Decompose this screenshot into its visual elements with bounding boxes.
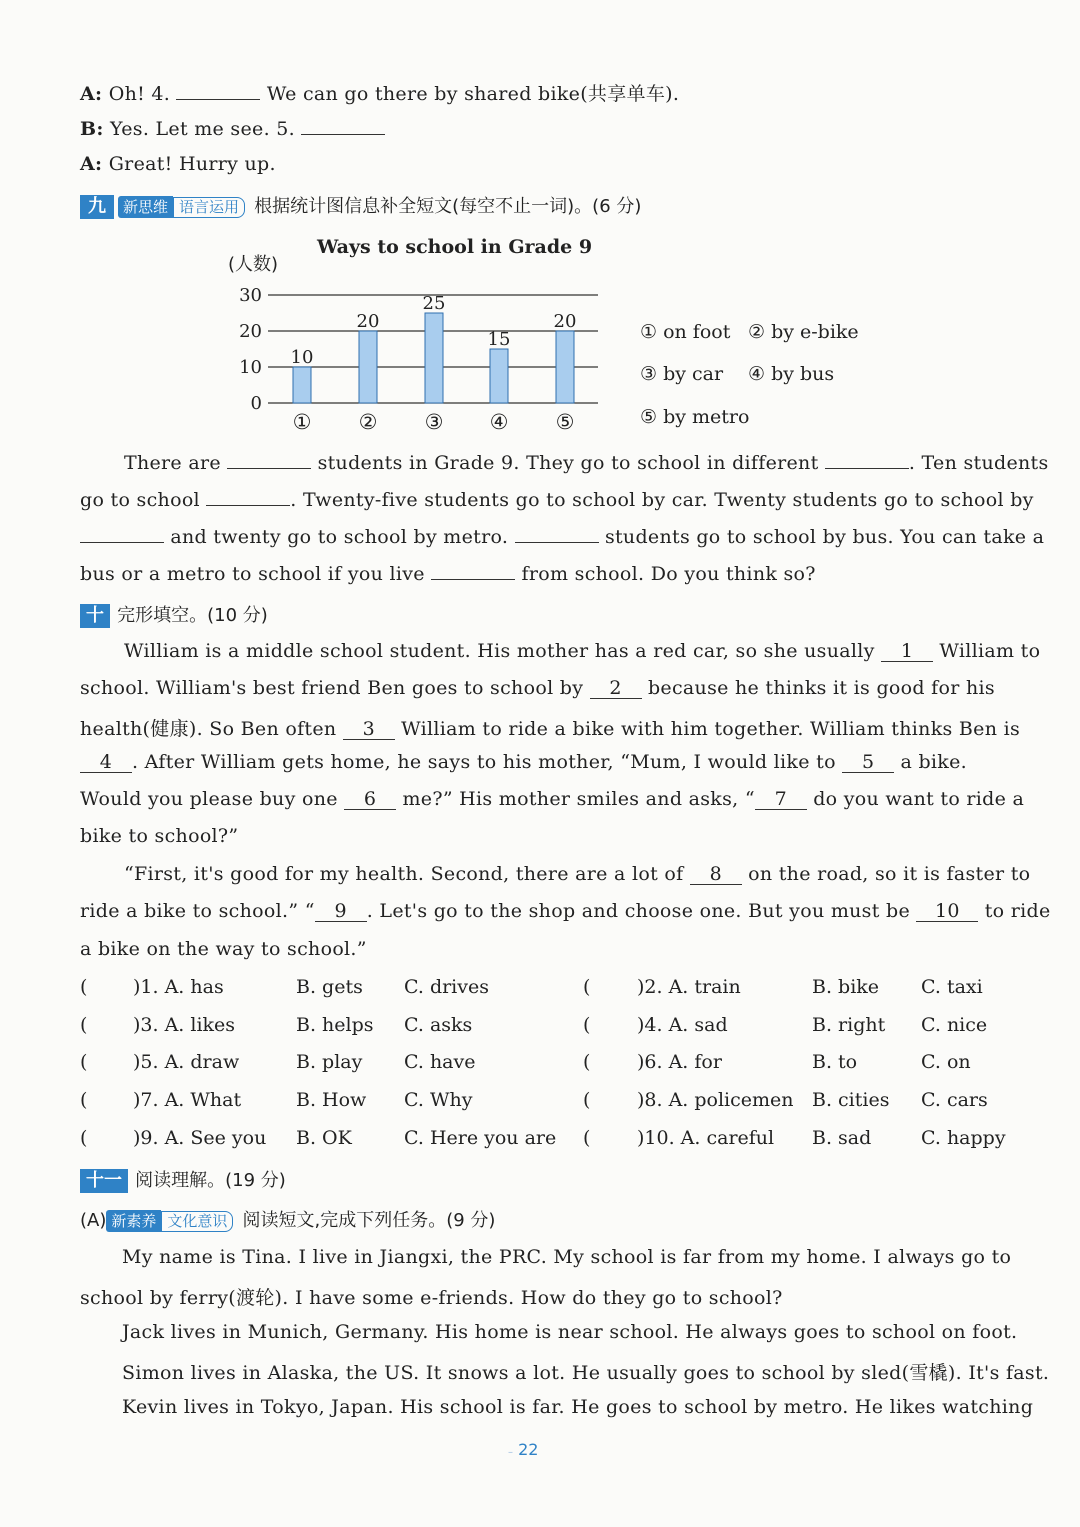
cloze-text: a bike. <box>900 751 968 773</box>
section-title: 阅读理解。(19 分) <box>135 1170 286 1191</box>
answer-paren-2[interactable]: ( <box>583 976 591 998</box>
answer-paren-4[interactable]: ( <box>583 1014 591 1036</box>
cloze-line-7 <box>124 863 1030 885</box>
passage-text: go to school <box>80 489 200 511</box>
reading-line-5: Kevin lives in Tokyo, Japan. His school is far. He goes to school by metro. He likes watching <box>122 1396 1034 1418</box>
cloze-line-4 <box>80 751 967 773</box>
y-axis-label: (人数) <box>228 254 279 275</box>
part-label: (A) <box>80 1210 107 1231</box>
legend-item: ④ by bus <box>748 363 835 385</box>
cloze-line-9 <box>80 938 367 960</box>
speaker: A: <box>80 153 103 175</box>
answer-blank[interactable] <box>825 450 909 469</box>
cloze-text: William is a middle school student. His mother has a red car, so she usually <box>124 640 875 662</box>
passage9-line-4 <box>80 561 816 585</box>
bar-4 <box>490 349 508 403</box>
cloze-text: on the road, so it is faster to <box>748 863 1031 885</box>
cloze-text: bike to school?” <box>80 825 239 847</box>
cloze-blank-7[interactable]: 7 <box>755 789 807 810</box>
section-number: 十一 <box>80 1169 128 1193</box>
passage9-line-3 <box>80 524 1044 548</box>
cloze-text: . After William gets home, he says to his mother, “Mum, I would like to <box>132 751 836 773</box>
passage9-line-1 <box>124 450 1049 474</box>
reading-line-3: Jack lives in Munich, Germany. His home is near school. He always goes to school on foot. <box>122 1321 1018 1343</box>
bar-value-label: 15 <box>487 329 511 350</box>
bar-5 <box>556 331 574 403</box>
option-a-7[interactable]: )7. A. What <box>133 1089 242 1111</box>
cloze-text: a bike on the way to school.” <box>80 938 367 960</box>
section-11-header <box>80 1166 286 1193</box>
bar-value-label: 20 <box>356 311 380 332</box>
passage-text: bus or a metro to school if you live <box>80 563 425 585</box>
section-tag: 语言运用 <box>173 197 245 218</box>
option-c-9[interactable]: C. Here you are <box>404 1127 557 1149</box>
reading-line-4: Simon lives in Alaska, the US. It snows a lot. He usually goes to school by sled(雪橇). It's fast. <box>122 1362 1050 1384</box>
answer-blank[interactable] <box>176 81 260 100</box>
cloze-text: me?” His mother smiles and asks, “ <box>402 788 755 810</box>
reading-line-2: school by ferry(渡轮). I have some e-friends. How do they go to school? <box>80 1287 783 1309</box>
option-a-1[interactable]: )1. A. has <box>133 976 224 998</box>
bar-chart <box>0 225 900 440</box>
option-a-5[interactable]: )5. A. draw <box>133 1051 240 1073</box>
y-tick-label: 30 <box>239 285 262 306</box>
bar-1 <box>293 367 311 403</box>
option-b-5[interactable]: B. play <box>296 1051 363 1073</box>
passage-text: There are <box>124 452 221 474</box>
answer-paren-3[interactable]: ( <box>80 1014 88 1036</box>
section-9-header <box>80 192 641 219</box>
option-c-2[interactable]: C. taxi <box>921 976 983 998</box>
bar-2 <box>359 331 377 403</box>
passage-text: students go to school by bus. You can take a <box>604 526 1045 548</box>
option-a-2[interactable]: )2. A. train <box>637 976 741 998</box>
answer-paren-9[interactable]: ( <box>80 1127 88 1149</box>
cloze-text: because he thinks it is good for his <box>647 677 995 699</box>
cloze-blank-9[interactable]: 9 <box>315 901 367 922</box>
dialogue-text: We can go there by shared bike(共享单车). <box>266 83 680 105</box>
option-b-2[interactable]: B. bike <box>812 976 880 998</box>
answer-blank[interactable] <box>301 116 385 135</box>
speaker: B: <box>80 118 104 140</box>
option-c-8[interactable]: C. cars <box>921 1089 988 1111</box>
option-c-7[interactable]: C. Why <box>404 1089 473 1111</box>
option-a-4[interactable]: )4. A. sad <box>637 1014 728 1036</box>
section-number: 十 <box>80 604 110 628</box>
option-b-3[interactable]: B. helps <box>296 1014 374 1036</box>
cloze-line-5 <box>80 788 1024 810</box>
chart-title: Ways to school in Grade 9 <box>317 236 593 258</box>
option-b-6[interactable]: B. to <box>812 1051 858 1073</box>
cloze-blank-6[interactable]: 6 <box>344 789 396 810</box>
bar-value-label: 10 <box>290 347 314 368</box>
x-tick-label: ④ <box>489 410 509 434</box>
option-c-10[interactable]: C. happy <box>921 1127 1006 1149</box>
cloze-text: “First, it's good for my health. Second, there are a lot of <box>124 863 684 885</box>
x-tick-label: ② <box>358 410 378 434</box>
cloze-text: school. William's best friend Ben goes to school by <box>80 677 584 699</box>
x-tick-label: ⑤ <box>555 410 575 434</box>
dialogue-text: Great! Hurry up. <box>108 153 276 175</box>
dialogue-line-1 <box>80 79 679 106</box>
answer-blank[interactable] <box>227 450 311 469</box>
cloze-text: health(健康). So Ben often <box>80 718 337 740</box>
option-b-7[interactable]: B. How <box>296 1089 367 1111</box>
answer-blank[interactable] <box>206 487 290 506</box>
part-a-header <box>80 1206 495 1232</box>
cloze-line-6 <box>80 825 238 847</box>
passage9-line-2 <box>80 487 1034 511</box>
dialogue-text: Yes. Let me see. 5. <box>110 118 295 140</box>
y-tick-label: 20 <box>239 321 262 342</box>
answer-paren-10[interactable]: ( <box>583 1127 591 1149</box>
option-a-6[interactable]: )6. A. for <box>637 1051 722 1073</box>
legend-item: ① on foot <box>640 321 731 343</box>
option-b-9[interactable]: B. OK <box>296 1127 352 1149</box>
dialogue-line-3 <box>80 153 276 175</box>
answer-paren-5[interactable]: ( <box>80 1051 88 1073</box>
x-tick-label: ③ <box>424 410 444 434</box>
section-tag: 新思维 <box>118 196 173 218</box>
legend-item: ③ by car <box>640 363 724 385</box>
dash-icon: – <box>508 1447 513 1458</box>
bar-value-label: 25 <box>422 293 446 314</box>
section-instruction: 根据统计图信息补全短文(每空不止一词)。(6 分) <box>254 196 642 217</box>
part-instruction: 阅读短文,完成下列任务。(9 分) <box>242 1210 496 1231</box>
option-c-1[interactable]: C. drives <box>404 976 489 998</box>
passage-text: from school. Do you think so? <box>521 563 816 585</box>
answer-blank[interactable] <box>431 561 515 580</box>
cloze-text: do you want to ride a <box>813 788 1025 810</box>
cloze-blank-1[interactable]: 1 <box>881 641 933 662</box>
option-b-10[interactable]: B. sad <box>812 1127 872 1149</box>
passage-text: . Twenty-five students go to school by car. Twenty students go to school by <box>290 489 1034 511</box>
answer-paren-7[interactable]: ( <box>80 1089 88 1111</box>
option-b-4[interactable]: B. right <box>812 1014 886 1036</box>
cloze-blank-5[interactable]: 5 <box>842 752 894 773</box>
legend-item: ⑤ by metro <box>640 406 750 428</box>
answer-blank[interactable] <box>515 524 599 543</box>
cloze-line-3 <box>80 714 1020 741</box>
cloze-text: Would you please buy one <box>80 788 338 810</box>
cloze-blank-10[interactable]: 10 <box>916 901 978 922</box>
option-c-3[interactable]: C. asks <box>404 1014 473 1036</box>
page-number-text: 22 <box>518 1440 539 1459</box>
x-tick-label: ① <box>292 410 312 434</box>
option-a-3[interactable]: )3. A. likes <box>133 1014 236 1036</box>
section-10-header <box>80 601 268 628</box>
answer-paren-1[interactable]: ( <box>80 976 88 998</box>
option-b-8[interactable]: B. cities <box>812 1089 890 1111</box>
option-b-1[interactable]: B. gets <box>296 976 363 998</box>
answer-paren-6[interactable]: ( <box>583 1051 591 1073</box>
cloze-line-2 <box>80 677 995 699</box>
cloze-text: William to ride a bike with him together. William thinks Ben is <box>401 718 1021 740</box>
cloze-blank-2[interactable]: 2 <box>590 678 642 699</box>
section-tag: 文化意识 <box>161 1211 233 1232</box>
section-tag: 新素养 <box>106 1210 161 1232</box>
passage-text: . Ten students <box>908 452 1049 474</box>
cloze-text: William to <box>939 640 1041 662</box>
option-c-6[interactable]: C. on <box>921 1051 971 1073</box>
legend-item: ② by e-bike <box>748 321 859 343</box>
bar-value-label: 20 <box>553 311 577 332</box>
option-a-9[interactable]: )9. A. See you <box>133 1127 267 1149</box>
section-title: 完形填空。(10 分) <box>117 605 268 626</box>
answer-paren-8[interactable]: ( <box>583 1089 591 1111</box>
cloze-blank-4[interactable]: 4 <box>80 752 132 773</box>
page-number <box>508 1440 538 1459</box>
reading-line-1: My name is Tina. I live in Jiangxi, the PRC. My school is far from my home. I always go to <box>122 1246 1012 1268</box>
passage-text: students in Grade 9. They go to school in different <box>317 452 819 474</box>
option-a-10[interactable]: )10. A. careful <box>637 1127 775 1149</box>
answer-blank[interactable] <box>80 524 164 543</box>
option-c-4[interactable]: C. nice <box>921 1014 988 1036</box>
cloze-text: to ride <box>984 900 1051 922</box>
y-tick-label: 10 <box>239 357 262 378</box>
bar-3 <box>425 313 443 403</box>
dialogue-text: Oh! 4. <box>108 83 171 105</box>
section-number: 九 <box>80 195 114 219</box>
cloze-line-1 <box>124 640 1040 662</box>
cloze-line-8 <box>80 900 1050 922</box>
dialogue-line-2 <box>80 116 385 140</box>
option-a-8[interactable]: )8. A. policemen <box>637 1089 794 1111</box>
cloze-text: ride a bike to school.” “ <box>80 900 315 922</box>
speaker: A: <box>80 83 103 105</box>
cloze-text: . Let's go to the shop and choose one. But you must be <box>366 900 911 922</box>
passage-text: and twenty go to school by metro. <box>170 526 509 548</box>
y-tick-label: 0 <box>250 393 262 414</box>
option-c-5[interactable]: C. have <box>404 1051 476 1073</box>
cloze-blank-8[interactable]: 8 <box>690 864 742 885</box>
cloze-blank-3[interactable]: 3 <box>343 719 395 740</box>
